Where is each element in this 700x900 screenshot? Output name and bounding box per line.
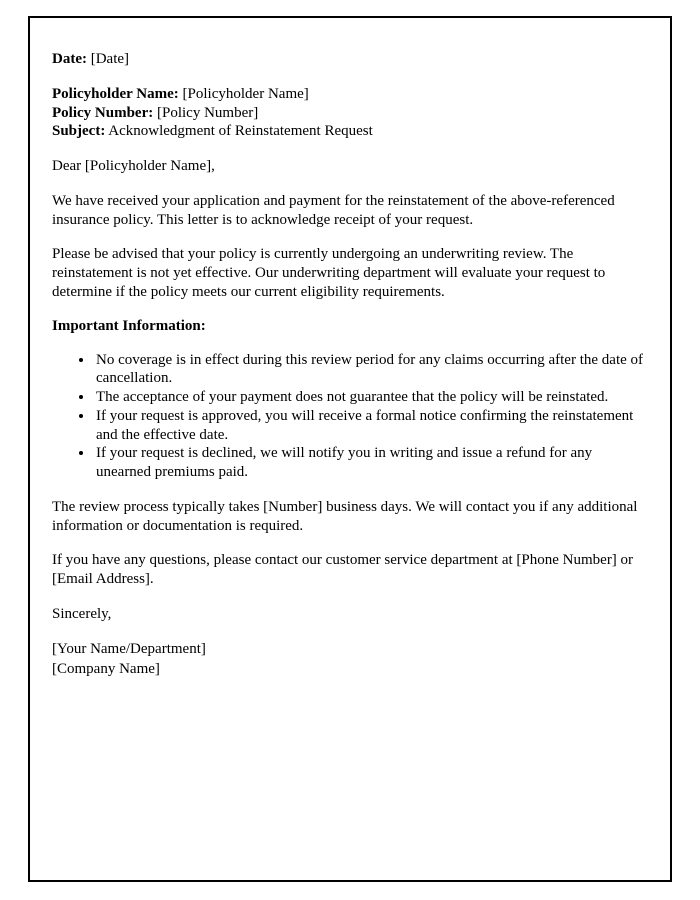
letter-page [28, 16, 672, 882]
paragraph-process-time: The review process typically takes [Number] business days. We will contact you if any additional information or documentation is required. [52, 498, 638, 534]
header-block [52, 85, 648, 141]
policyholder-label: Policyholder Name: [52, 85, 179, 102]
policy-number-label: Policy Number: [52, 104, 154, 121]
important-information-heading: Important Information: [52, 317, 206, 334]
policy-number-line [52, 104, 648, 123]
signature-name: [Your Name/Department] [52, 640, 206, 657]
paragraph-review: Please be advised that your policy is currently undergoing an underwriting review. The reinstatement is not yet effective. Our underwriting department will evaluate your request to determine if the policy meets our current eligibility requirements. [52, 246, 606, 300]
closing: Sincerely, [52, 605, 112, 622]
signature-block [52, 640, 648, 680]
subject-line [52, 122, 648, 141]
salutation: Dear [Policyholder Name], [52, 158, 215, 174]
list-item: • No coverage is in effect during this review period for any claims occurring after the date of cancellation. [94, 351, 648, 389]
date-value: [Date] [90, 51, 130, 67]
list-item: • The acceptance of your payment does not guarantee that the policy will be reinstated. [94, 388, 648, 407]
paragraph-contact: If you have any questions, please contact our customer service department at [Phone Number] or [Email Address]. [52, 552, 634, 587]
subject-value: Acknowledgment of Reinstatement Request [108, 123, 373, 140]
subject-label: Subject: [52, 123, 106, 140]
date-label: Date: [52, 51, 87, 67]
policyholder-line [52, 85, 648, 104]
policyholder-value: [Policyholder Name] [182, 85, 309, 102]
date-line [52, 50, 648, 69]
signature-company: [Company Name] [52, 661, 160, 678]
list-item: • If your request is declined, we will notify you in writing and issue a refund for any unearned premiums paid. [94, 444, 648, 482]
list-item: • If your request is approved, you will receive a formal notice confirming the reinstatement and the effective date. [94, 407, 648, 445]
important-information-list [52, 351, 648, 482]
policy-number-value: [Policy Number] [156, 104, 259, 121]
paragraph-receipt: We have received your application and payment for the reinstatement of the above-referenced insurance policy. This letter is to acknowledge receipt of your request. [52, 192, 615, 228]
